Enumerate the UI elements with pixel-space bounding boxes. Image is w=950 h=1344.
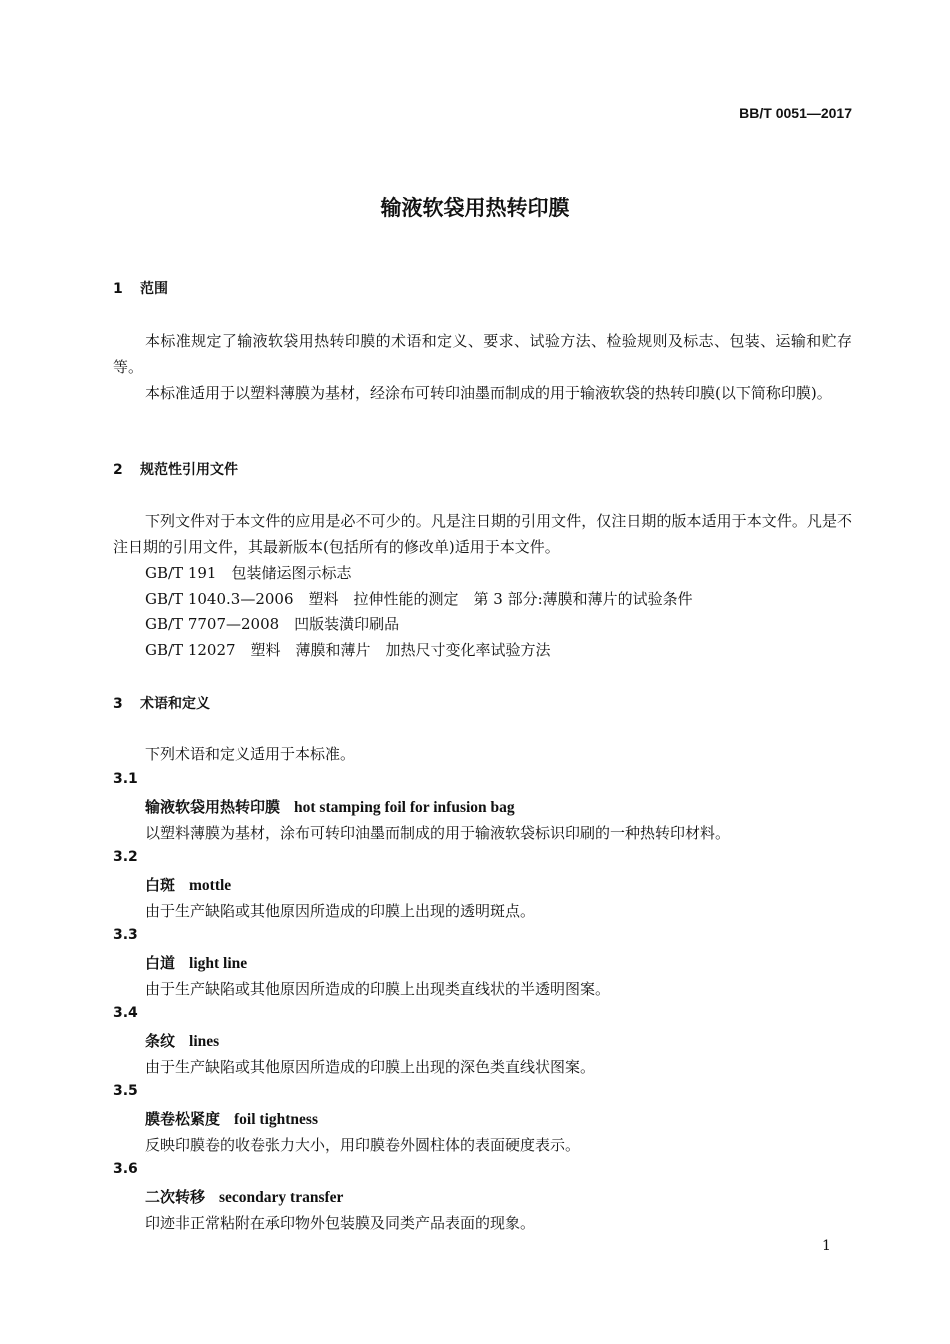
section-number: 2 (113, 462, 123, 478)
term-definition: 由于生产缺陷或其他原因所造成的印膜上出现的透明斑点。 (145, 902, 536, 920)
term-entry (145, 1186, 343, 1207)
paragraph: 本标准适用于以塑料薄膜为基材，经涂布可转印油墨而制成的用于输液软袋的热转印膜(以下简称印膜)。 (145, 384, 832, 402)
term-english: mottle (189, 877, 232, 894)
section-title: 规范性引用文件 (140, 462, 238, 478)
term-chinese: 白道 (145, 954, 176, 972)
term-english: secondary transfer (219, 1189, 344, 1206)
clause-number: 3.1 (113, 771, 138, 787)
term-definition: 以塑料薄膜为基材，涂布可转印油墨而制成的用于输液软袋标识印刷的一种热转印材料。 (145, 824, 731, 842)
term-chinese: 输液软袋用热转印膜 (145, 798, 281, 816)
paragraph: 本标准规定了输液软袋用热转印膜的术语和定义、要求、试验方法、检验规则及标志、包装、运输和贮存等。 (113, 332, 852, 376)
section-number: 1 (113, 281, 123, 297)
term-chinese: 膜卷松紧度 (145, 1110, 221, 1128)
term-english: hot stamping foil for infusion bag (294, 799, 515, 816)
term-english: light line (189, 955, 248, 972)
section-heading-1 (113, 278, 168, 298)
page-number: 1 (822, 1238, 831, 1254)
clause-number: 3.3 (113, 927, 138, 943)
clause-number: 3.4 (113, 1005, 138, 1021)
term-entry (145, 874, 231, 895)
term-chinese: 条纹 (145, 1032, 176, 1050)
standard-number: BB/T 0051—2017 (739, 105, 852, 121)
paragraph: 下列文件对于本文件的应用是必不可少的。凡是注日期的引用文件，仅注日期的版本适用于本文件。凡是不注日期的引用文件，其最新版本(包括所有的修改单)适用于本文件。 (113, 512, 852, 556)
section-heading-2 (113, 459, 238, 479)
term-definition: 印迹非正常粘附在承印物外包装膜及同类产品表面的现象。 (145, 1214, 536, 1232)
term-entry (145, 952, 247, 973)
term-chinese: 白斑 (145, 876, 176, 894)
term-english: foil tightness (234, 1111, 318, 1128)
section-number: 3 (113, 696, 123, 712)
section-heading-3 (113, 693, 210, 713)
term-definition: 由于生产缺陷或其他原因所造成的印膜上出现类直线状的半透明图案。 (145, 980, 611, 998)
reference-item: GB/T 7707—2008 凹版装潢印刷品 (145, 615, 400, 633)
term-definition: 由于生产缺陷或其他原因所造成的印膜上出现的深色类直线状图案。 (145, 1058, 596, 1076)
clause-number: 3.2 (113, 849, 138, 865)
reference-item: GB/T 1040.3—2006 塑料 拉伸性能的测定 第 3 部分:薄膜和薄片的试验条件 (145, 590, 693, 608)
paragraph: 下列术语和定义适用于本标准。 (145, 745, 356, 763)
clause-number: 3.6 (113, 1161, 138, 1177)
document-title: 输液软袋用热转印膜 (380, 196, 570, 220)
reference-item: GB/T 191 包装储运图示标志 (145, 564, 352, 582)
term-entry (145, 796, 515, 817)
clause-number: 3.5 (113, 1083, 138, 1099)
reference-item: GB/T 12027 塑料 薄膜和薄片 加热尺寸变化率试验方法 (145, 641, 551, 659)
section-title: 术语和定义 (140, 696, 210, 712)
term-english: lines (189, 1033, 220, 1050)
section-title: 范围 (140, 281, 168, 297)
term-entry (145, 1108, 318, 1129)
term-chinese: 二次转移 (145, 1188, 206, 1206)
term-definition: 反映印膜卷的收卷张力大小，用印膜卷外圆柱体的表面硬度表示。 (145, 1136, 581, 1154)
term-entry (145, 1030, 219, 1051)
